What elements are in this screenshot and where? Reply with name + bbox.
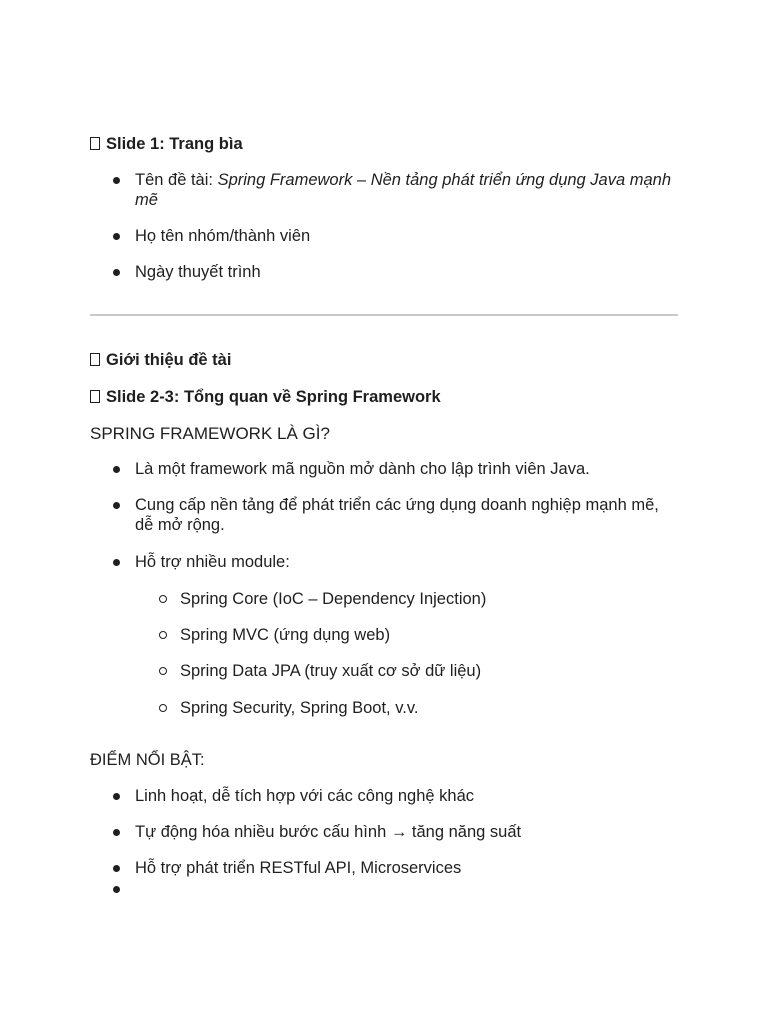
bullet-icon (113, 793, 120, 800)
horizontal-divider (90, 314, 678, 316)
bullet-icon (113, 233, 120, 240)
list-item-text: Hỗ trợ phát triển RESTful API, Microservices (135, 859, 462, 877)
list-item-text: Linh hoạt, dễ tích hợp với các công nghệ khác (135, 787, 475, 805)
list-item-text: Hỗ trợ nhiều module: (135, 553, 290, 571)
list-item-text: Cung cấp nền tảng để phát triển các ứng dụng doanh nghiệp mạnh mẽ, dễ mở rộng. (135, 496, 659, 534)
intro-subheading-text: Slide 2-3: Tổng quan về Spring Framework (106, 388, 441, 406)
list-item (135, 459, 680, 479)
intro-subheading (90, 387, 441, 407)
list-item (135, 858, 680, 878)
circle-bullet-icon (159, 595, 167, 603)
bullet-icon (113, 886, 120, 893)
circle-bullet-icon (159, 667, 167, 675)
bullet-icon (113, 466, 120, 473)
list-item-text: Ngày thuyết trình (135, 263, 261, 281)
list-item (135, 786, 680, 806)
bullet-icon (113, 829, 120, 836)
circle-bullet-icon (159, 631, 167, 639)
sub-list-item (180, 698, 680, 718)
highlights-heading: ĐIỂM NỔI BẬT: (90, 751, 205, 769)
sub-list-item (180, 661, 680, 681)
list-item (135, 226, 680, 246)
list-item (135, 822, 680, 842)
topic-title: Spring Framework – Nền tảng phát triển ứng dụng Java mạnh mẽ (135, 171, 672, 209)
topic-label: Tên đề tài: (135, 171, 218, 189)
sub-list-item (180, 625, 680, 645)
slide1-heading-text: Slide 1: Trang bìa (106, 135, 243, 153)
sub-list-item (180, 589, 680, 609)
list-item-text: Họ tên nhóm/thành viên (135, 227, 311, 245)
list-item-text: Là một framework mã nguồn mở dành cho lập trình viên Java. (135, 460, 590, 478)
bullet-icon (113, 559, 120, 566)
intro-heading (90, 350, 231, 370)
bullet-icon (113, 502, 120, 509)
bullet-icon (113, 177, 120, 184)
sub-list-item-text: Spring Data JPA (truy xuất cơ sở dữ liệu) (180, 662, 482, 680)
list-item-text: Tự động hóa nhiều bước cấu hình → tăng năng suất (135, 823, 522, 841)
missing-glyph-icon (90, 353, 100, 366)
sub-list-item-text: Spring MVC (ứng dụng web) (180, 626, 391, 644)
section-question: SPRING FRAMEWORK LÀ GÌ? (90, 424, 330, 443)
slide1-heading (90, 134, 243, 154)
missing-glyph-icon (90, 390, 100, 403)
sub-list-item-text: Spring Security, Spring Boot, v.v. (180, 699, 419, 717)
missing-glyph-icon (90, 137, 100, 150)
intro-heading-text: Giới thiệu đề tài (106, 351, 232, 369)
circle-bullet-icon (159, 704, 167, 712)
list-item (135, 170, 680, 210)
bullet-icon (113, 269, 120, 276)
sub-list-item-text: Spring Core (IoC – Dependency Injection) (180, 590, 487, 608)
list-item (135, 262, 680, 282)
list-item (135, 495, 680, 535)
bullet-icon (113, 865, 120, 872)
list-item (135, 552, 680, 572)
